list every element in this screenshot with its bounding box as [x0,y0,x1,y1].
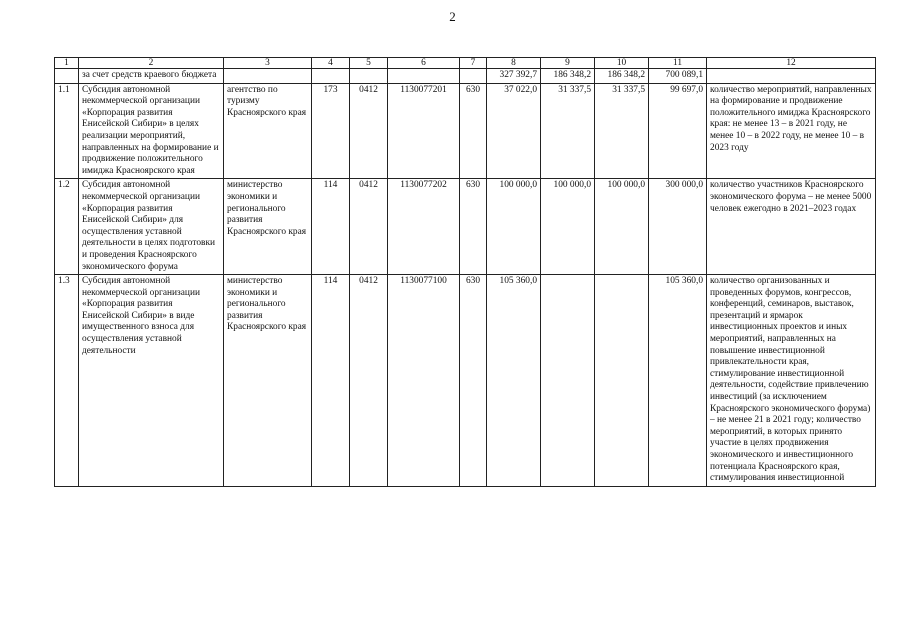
cell-grbs: 114 [312,179,350,275]
cell-expected-result: количество организованных и проведенных форумов, конгрессов, конференций, семинаров, выставок, презентаций и ярмарок инвестиционных проектов и иных мероприятий, направленных на повышение инвестиционной привлекательности края, стимулирование инвестиционной деятельности, содействие привлечению инвестиций (за исключением Красноярского экономического форума) – не менее 21 в 2021 году; количество мероприятий, в которых принято участие в целях продвижения экономического и инвестиционного потенциала Красноярского края, стимулирования инвестиционной [707,275,876,487]
cell-amount-2022: 31 337,5 [541,83,595,179]
cell-target-article [388,69,460,84]
cell-grbs [312,69,350,84]
page-number: 2 [449,9,456,24]
cell-amount-2022: 186 348,2 [541,69,595,84]
column-number-row [55,58,876,69]
cell-expected-result [707,69,876,84]
table-row [55,179,876,275]
cell-executor: агентство по туризму Красноярского края [224,83,312,179]
column-header: 5 [350,58,388,69]
column-header: 7 [460,58,487,69]
table-row [55,83,876,179]
cell-description: Субсидия автономной некоммерческой организации «Корпорация развития Енисейской Сибири» в целях реализации мероприятий, направленных на формирование и продвижение положительного имиджа Красноярского края [79,83,224,179]
cell-amount-total: 99 697,0 [649,83,707,179]
cell-amount-2023: 186 348,2 [595,69,649,84]
cell-expense-type: 630 [460,275,487,487]
cell-number: 1.2 [55,179,79,275]
cell-number: 1.1 [55,83,79,179]
column-header: 8 [487,58,541,69]
column-header: 6 [388,58,460,69]
cell-amount-total: 105 360,0 [649,275,707,487]
cell-grbs: 173 [312,83,350,179]
cell-expense-type: 630 [460,83,487,179]
cell-amount-2021: 327 392,7 [487,69,541,84]
column-header: 10 [595,58,649,69]
cell-amount-2022: 100 000,0 [541,179,595,275]
cell-expense-type: 630 [460,179,487,275]
cell-expense-type [460,69,487,84]
cell-amount-2022 [541,275,595,487]
column-header: 9 [541,58,595,69]
cell-number [55,69,79,84]
cell-amount-total: 700 089,1 [649,69,707,84]
budget-table [54,57,876,487]
cell-description: Субсидия автономной некоммерческой организации «Корпорация развития Енисейской Сибири» для осуществления уставной деятельности в целях подготовки и проведения Красноярского экономического форума [79,179,224,275]
column-header: 4 [312,58,350,69]
cell-description: Субсидия автономной некоммерческой организации «Корпорация развития Енисейской Сибири» в виде имущественного взноса для осуществления уставной деятельности [79,275,224,487]
cell-executor: министерство экономики и регионального развития Красноярского края [224,275,312,487]
cell-executor [224,69,312,84]
column-header: 11 [649,58,707,69]
cell-expected-result: количество участников Красноярского экономического форума – не менее 5000 человек ежегодно в 2021–2023 годах [707,179,876,275]
cell-grbs: 114 [312,275,350,487]
cell-amount-2021: 100 000,0 [487,179,541,275]
table-row [55,275,876,487]
cell-section: 0412 [350,275,388,487]
cell-amount-2023: 100 000,0 [595,179,649,275]
column-header: 1 [55,58,79,69]
table-row-regional-budget-total [55,69,876,84]
cell-target-article: 1130077201 [388,83,460,179]
cell-expected-result: количество мероприятий, направленных на формирование и продвижение положительного имиджа Красноярского края: не менее 13 – в 2021 году, не менее 10 – в 2022 году, не менее 10 – в 2023 году [707,83,876,179]
cell-target-article: 1130077202 [388,179,460,275]
cell-amount-total: 300 000,0 [649,179,707,275]
cell-section: 0412 [350,179,388,275]
cell-executor: министерство экономики и регионального развития Красноярского края [224,179,312,275]
cell-amount-2023: 31 337,5 [595,83,649,179]
cell-section: 0412 [350,83,388,179]
column-header: 12 [707,58,876,69]
cell-section [350,69,388,84]
column-header: 3 [224,58,312,69]
cell-number: 1.3 [55,275,79,487]
cell-description: за счет средств краевого бюджета [79,69,224,84]
cell-amount-2021: 105 360,0 [487,275,541,487]
cell-amount-2021: 37 022,0 [487,83,541,179]
cell-amount-2023 [595,275,649,487]
cell-target-article: 1130077100 [388,275,460,487]
column-header: 2 [79,58,224,69]
